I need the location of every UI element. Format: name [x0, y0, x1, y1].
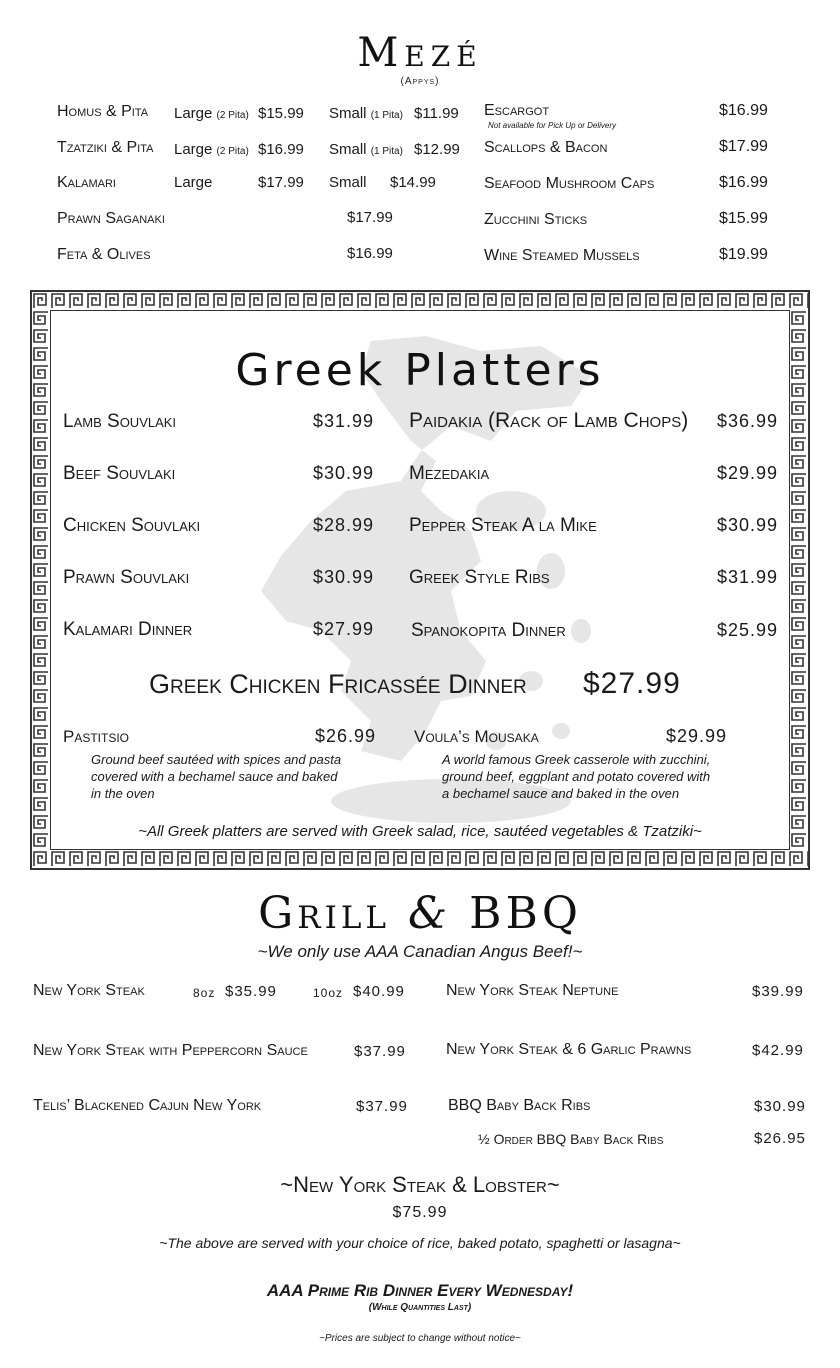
meze-subtitle: (Appys): [400, 76, 440, 87]
meze-large-price: $16.99: [258, 141, 304, 158]
meze-large: Large: [174, 174, 213, 191]
meze-item-name: Wine Steamed Mussels: [484, 247, 640, 264]
platter-name: Paidakia (Rack of Lamb Chops): [409, 409, 689, 432]
grill-price: $39.99: [752, 983, 804, 1000]
platter-name: Beef Souvlaki: [63, 463, 176, 484]
greek-platters-inner: [50, 310, 790, 850]
greek-key-border-top: [32, 292, 808, 310]
platter-price: $30.99: [717, 515, 779, 535]
meze-item-name: Tzatziki & Pita: [57, 139, 154, 156]
meze-item-name: Feta & Olives: [57, 246, 151, 263]
grill-item-name: ½ Order BBQ Baby Back Ribs: [478, 1131, 664, 1147]
meze-price: $19.99: [719, 246, 768, 263]
platter-price: $30.99: [313, 567, 375, 587]
grill-size: 10oz: [313, 986, 344, 1000]
platter-price: $29.99: [717, 463, 779, 483]
meze-small: Small (1 Pita): [329, 105, 403, 122]
lobster-price: $75.99: [392, 1204, 448, 1221]
platter-price: $28.99: [313, 515, 375, 535]
meze-price: $16.99: [347, 245, 393, 262]
featured-platter-price: $27.99: [583, 667, 681, 700]
grill-item-name: New York Steak & 6 Garlic Prawns: [446, 1041, 692, 1058]
platter-name: Lamb Souvlaki: [63, 411, 177, 432]
meze-price: $16.99: [719, 174, 768, 191]
prime-rib-promo: AAA Prime Rib Dinner Every Wednesday!: [266, 1281, 574, 1300]
platter-name: Kalamari Dinner: [63, 619, 193, 640]
meze-price: $16.99: [719, 102, 768, 119]
grill-served-note: ~The above are served with your choice of rice, baked potato, spaghetti or lasagna~: [159, 1235, 681, 1251]
grill-bbq-title: Grill & BBQ: [258, 888, 582, 939]
platter-price: $27.99: [313, 619, 375, 639]
platter-name: Greek Style Ribs: [409, 567, 550, 588]
prime-rib-subnote: (While Quantities Last): [368, 1302, 472, 1313]
grill-size: 8oz: [193, 986, 216, 1000]
platter-name: Chicken Souvlaki: [63, 515, 201, 536]
grill-item-name: New York Steak Neptune: [446, 982, 619, 999]
meze-price: $17.99: [719, 138, 768, 155]
platter-price: $31.99: [313, 411, 375, 431]
grill-price: $26.95: [754, 1130, 806, 1147]
grill-price: $37.99: [354, 1043, 406, 1060]
platter-price: $36.99: [717, 411, 779, 431]
meze-large-price: $17.99: [258, 174, 304, 191]
grill-price: $42.99: [752, 1042, 804, 1059]
platters-served-note: ~All Greek platters are served with Greek salad, rice, sautéed vegetables & Tzatziki~: [138, 823, 702, 840]
lobster-title: ~New York Steak & Lobster~: [280, 1172, 560, 1197]
platter-name: Prawn Souvlaki: [63, 567, 190, 588]
platter-name: Spanokopita Dinner: [411, 620, 566, 641]
pastitsio-price: $26.99: [315, 726, 377, 746]
mousaka-description: A world famous Greek casserole with zucchini, ground beef, eggplant and potato covered with a bechamel sauce and baked in the oven: [442, 752, 711, 801]
meze-price: $15.99: [719, 210, 768, 227]
grill-item-name: New York Steak: [33, 982, 145, 999]
meze-item-name: Scallops & Bacon: [484, 139, 608, 156]
meze-large-price: $15.99: [258, 105, 304, 122]
meze-large: Large (2 Pita): [174, 141, 249, 158]
meze-item-name: Seafood Mushroom Caps: [484, 175, 655, 192]
grill-item-name: New York Steak with Peppercorn Sauce: [33, 1042, 308, 1059]
meze-large: Large (2 Pita): [174, 105, 249, 122]
meze-item-name: Prawn Saganaki: [57, 210, 165, 227]
grill-price: $37.99: [356, 1098, 408, 1115]
prices-disclaimer: ~Prices are subject to change without notice~: [319, 1333, 521, 1344]
platter-name: Mezedakia: [409, 463, 490, 484]
grill-item-name: BBQ Baby Back Ribs: [448, 1097, 591, 1114]
meze-small-price: $12.99: [414, 141, 460, 158]
greek-platters-panel: [30, 290, 810, 870]
mousaka-price: $29.99: [666, 726, 728, 746]
meze-item-name: Kalamari: [57, 174, 116, 191]
meze-small: Small (1 Pita): [329, 141, 403, 158]
grill-price: $40.99: [353, 983, 405, 1000]
greek-key-border-bottom: [32, 850, 808, 868]
pastitsio-description: Ground beef sautéed with spices and pasta covered with a bechamel sauce and baked in the oven: [91, 752, 342, 801]
meze-item-name: Homus & Pita: [57, 103, 149, 120]
greek-key-border-left: [32, 310, 50, 850]
platter-price: $30.99: [313, 463, 375, 483]
greek-platters-title: Greek Platters: [235, 345, 605, 396]
mousaka-name: Voula’s Mousaka: [414, 727, 539, 746]
meze-item-note: Not available for Pick Up or Delivery: [488, 121, 617, 130]
grill-price: $35.99: [225, 983, 277, 1000]
meze-small-price: $14.99: [390, 174, 436, 191]
pastitsio-name: Pastitsio: [63, 727, 130, 746]
platter-price: $25.99: [717, 620, 779, 640]
meze-item-name: Escargot: [484, 102, 550, 119]
grill-item-name: Telis’ Blackened Cajun New York: [33, 1097, 262, 1114]
meze-small-price: $11.99: [414, 105, 459, 122]
greek-key-border-right: [790, 310, 808, 850]
grill-subtitle: ~We only use AAA Canadian Angus Beef!~: [257, 942, 583, 961]
platter-name: Pepper Steak A la Mike: [409, 515, 597, 536]
platter-price: $31.99: [717, 567, 779, 587]
meze-item-name: Zucchini Sticks: [484, 211, 588, 228]
meze-small: Small: [329, 174, 367, 191]
featured-platter-name: Greek Chicken Fricassée Dinner: [149, 669, 527, 699]
meze-price: $17.99: [347, 209, 393, 226]
grill-price: $30.99: [754, 1098, 806, 1115]
meze-title: Mezé: [357, 30, 483, 76]
